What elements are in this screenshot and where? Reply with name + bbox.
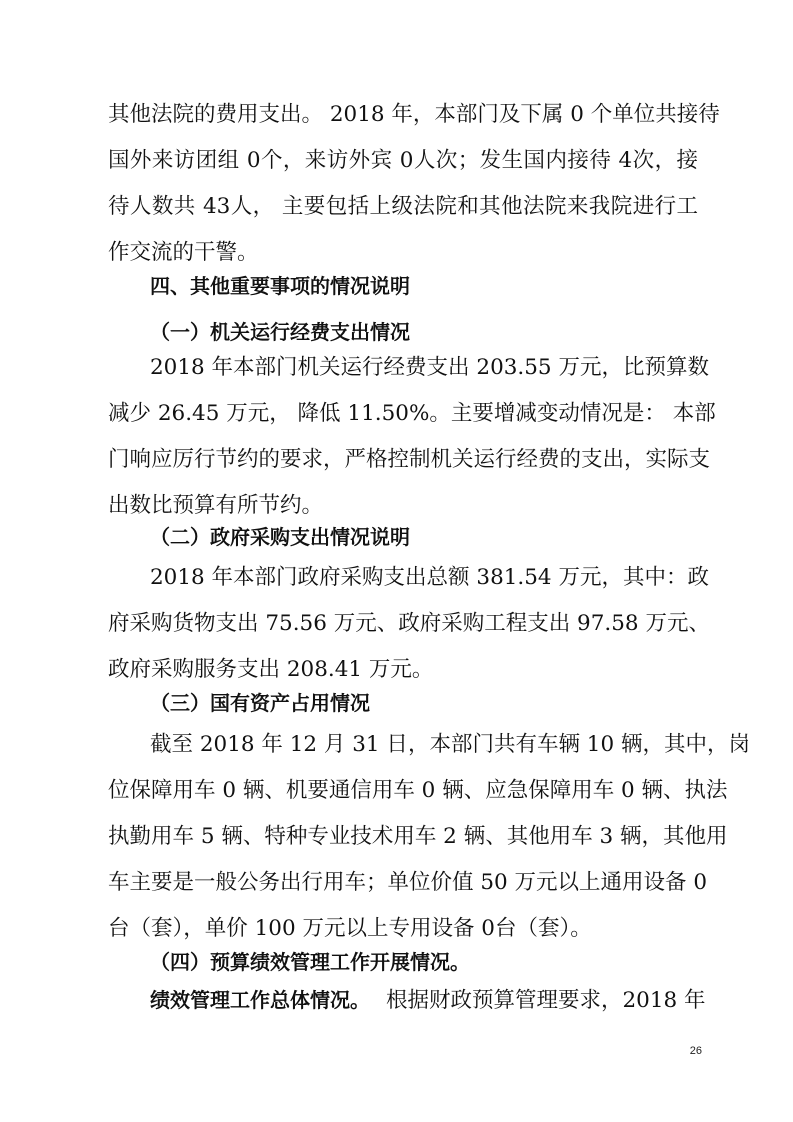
subsection-heading: （一）机关运行经费支出情况	[150, 320, 410, 344]
page-number: 26	[689, 1045, 702, 1057]
paragraph-line: 其他法院的费用支出。 2018 年，本部门及下属 0 个单位共接待	[108, 102, 720, 127]
paragraph-line: 门响应厉行节约的要求，严格控制机关运行经费的支出，实际支	[108, 447, 711, 472]
paragraph-line: 台（套），单价 100 万元以上专用设备 0台（套）。	[108, 916, 592, 941]
paragraph-line: 出数比预算有所节约。	[108, 493, 324, 518]
inline-bold-heading: 绩效管理工作总体情况。	[150, 988, 370, 1012]
paragraph-line	[150, 985, 706, 1016]
paragraph-line: 位保障用车 0 辆、机要通信用车 0 辆、应急保障用车 0 辆、执法	[108, 778, 728, 803]
paragraph-line: 执勤用车 5 辆、特种专业技术用车 2 辆、其他用车 3 辆，其他用	[108, 824, 728, 849]
paragraph-line: 府采购货物支出 75.56 万元、政府采购工程支出 97.58 万元、	[108, 611, 710, 636]
paragraph-line: 2018 年本部门机关运行经费支出 203.55 万元，比预算数	[150, 355, 709, 380]
section-heading: 四、其他重要事项的情况说明	[150, 274, 410, 298]
paragraph-line: 政府采购服务支出 208.41 万元。	[108, 657, 434, 682]
paragraph-line: 减少 26.45 万元， 降低 11.50%。主要增减变动情况是： 本部	[108, 401, 716, 426]
paragraph-text: 根据财政预算管理要求，2018 年	[386, 988, 706, 1013]
paragraph-line: 待人数共 43人， 主要包括上级法院和其他法院来我院进行工	[108, 194, 698, 219]
paragraph-line: 截至 2018 年 12 月 31 日，本部门共有车辆 10 辆，其中，岗	[150, 732, 750, 757]
paragraph-line: 2018 年本部门政府采购支出总额 381.54 万元，其中：政	[150, 565, 709, 590]
subsection-heading: （四）预算绩效管理工作开展情况。	[150, 950, 470, 974]
paragraph-line: 国外来访团组 0个，来访外宾 0人次；发生国内接待 4次，接	[108, 148, 698, 173]
subsection-heading: （三）国有资产占用情况	[150, 691, 370, 715]
paragraph-line: 作交流的干警。	[108, 240, 259, 265]
paragraph-line: 车主要是一般公务出行用车；单位价值 50 万元以上通用设备 0	[108, 870, 708, 895]
subsection-heading: （二）政府采购支出情况说明	[150, 525, 410, 549]
